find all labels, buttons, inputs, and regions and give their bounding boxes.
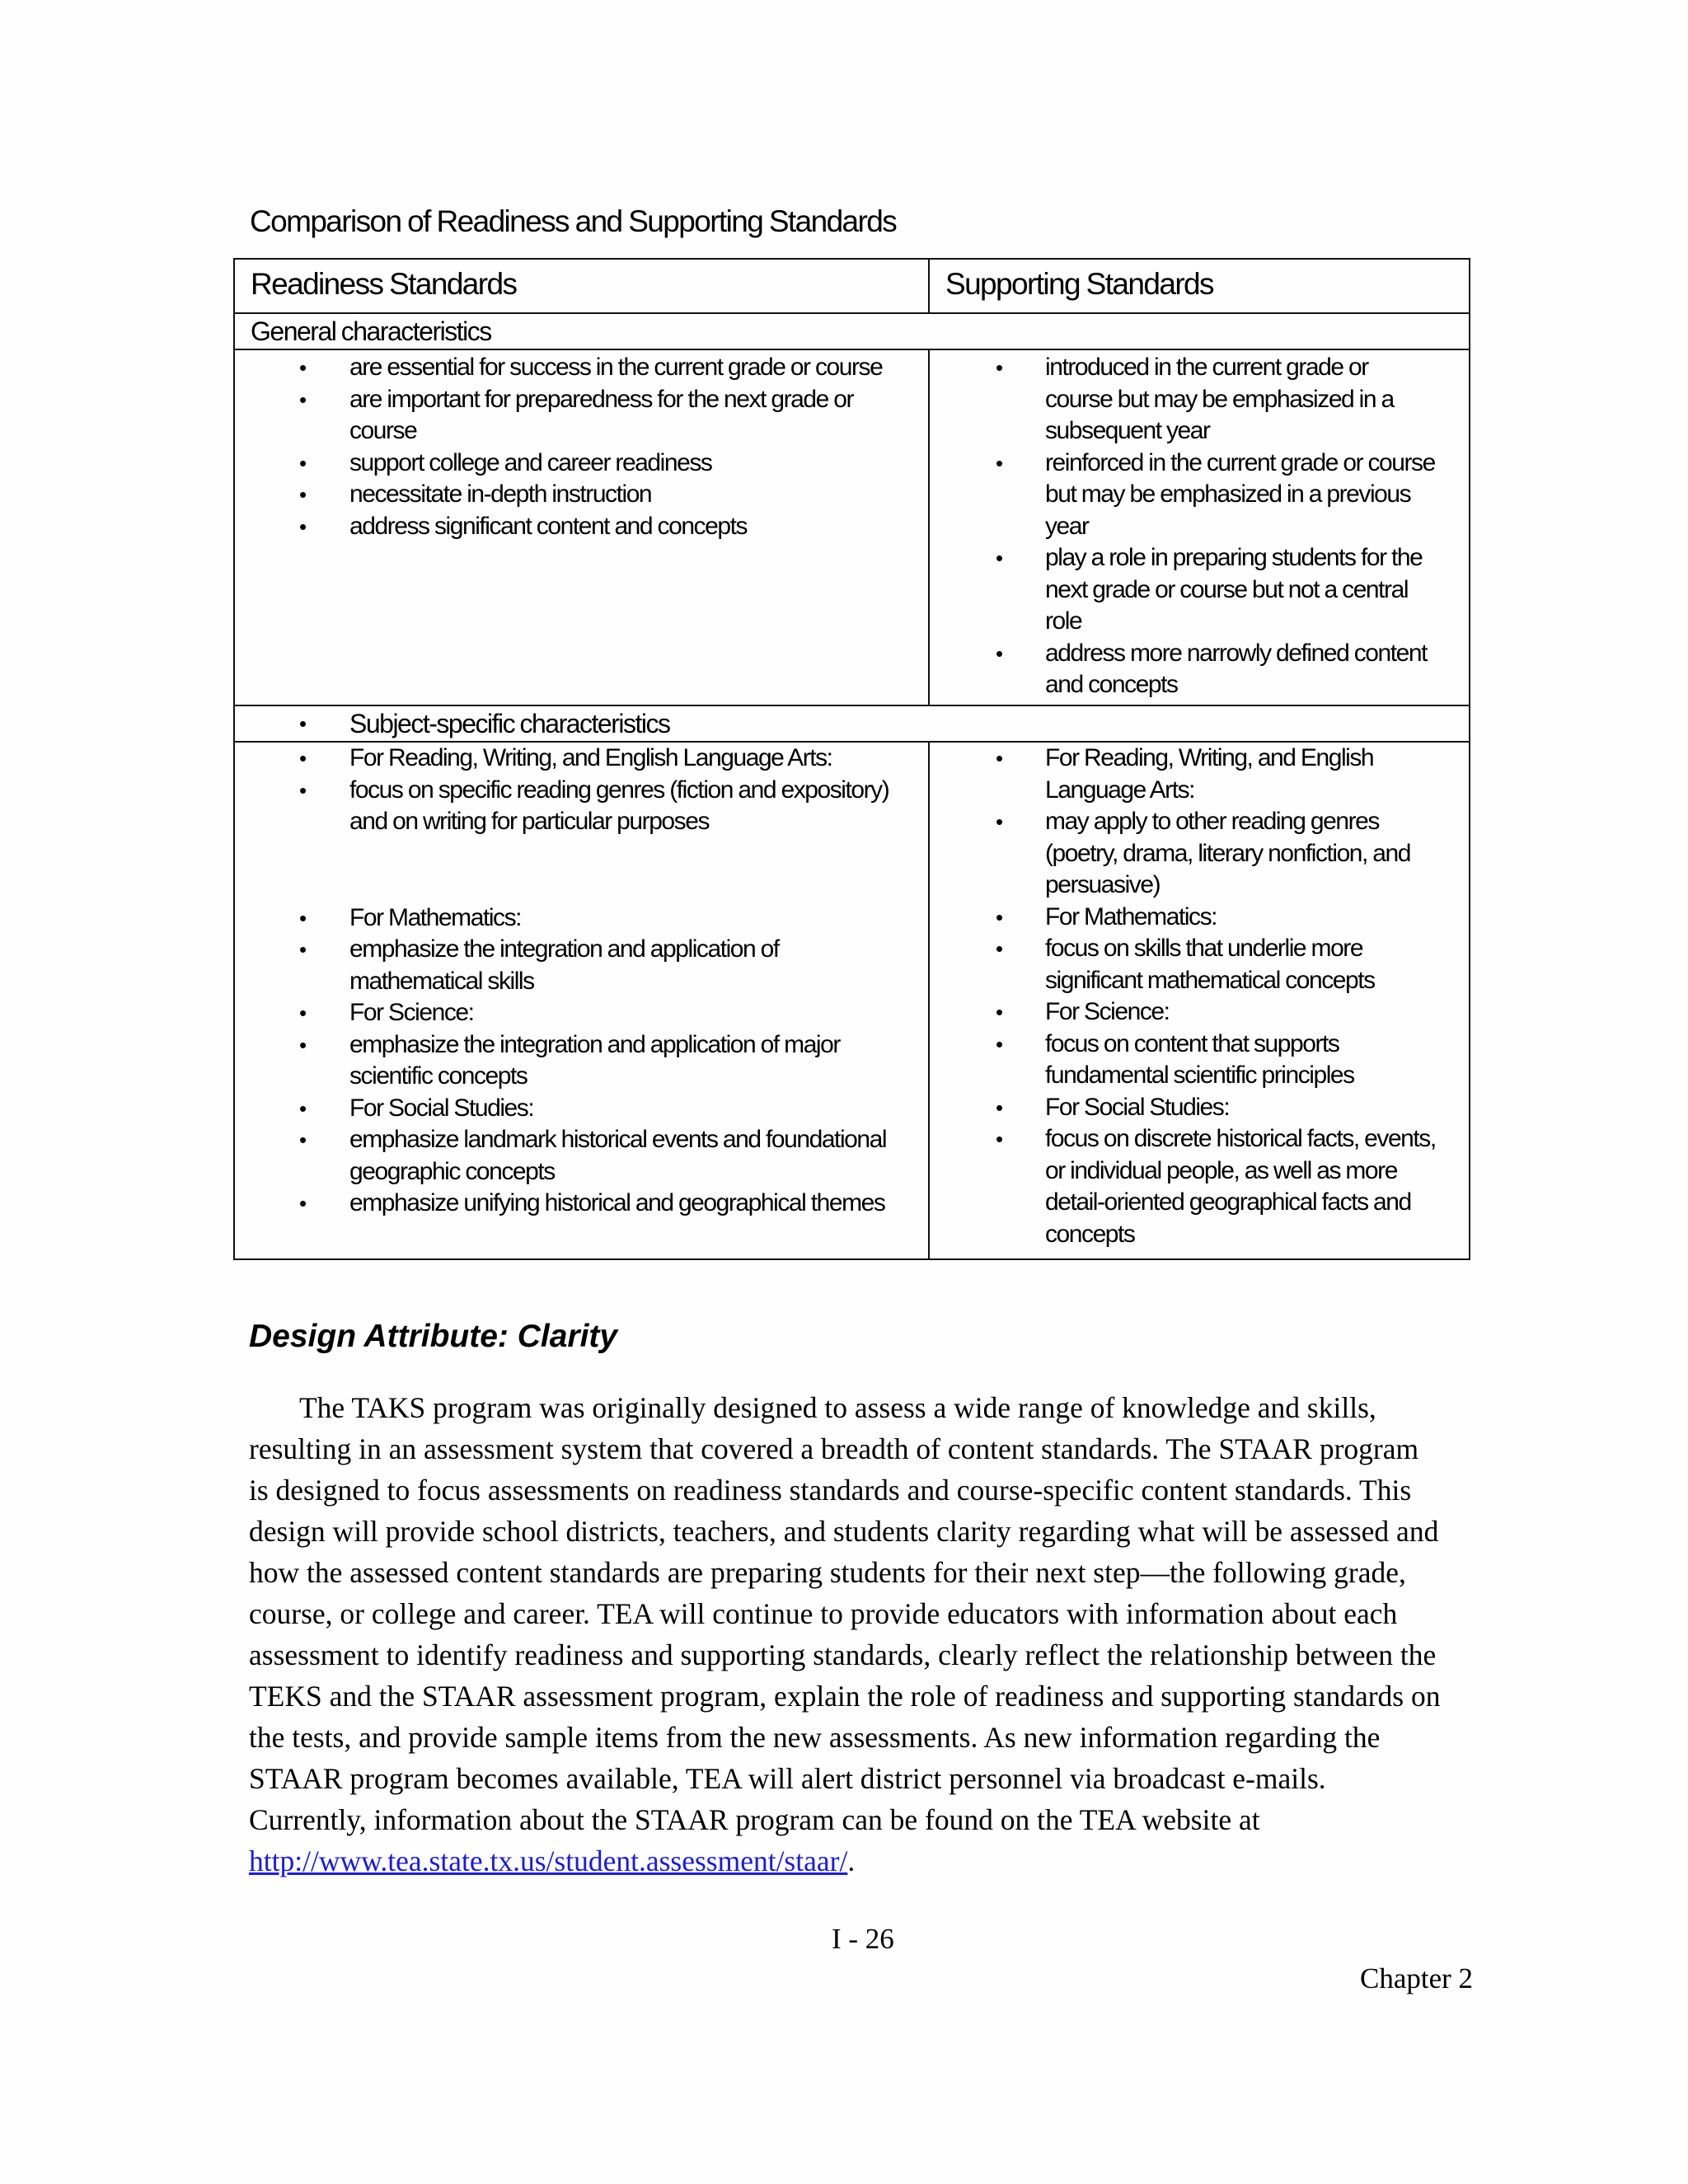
list-item-text: play a role in preparing students for the — [1045, 544, 1423, 571]
table-title: Comparison of Readiness and Supporting Standards — [250, 204, 897, 238]
list-item — [235, 743, 928, 775]
bullet-icon: • — [299, 482, 307, 507]
subject-supporting-list — [930, 743, 1469, 1250]
body-paragraph — [249, 1387, 1493, 1882]
bullet-icon: • — [299, 513, 307, 539]
list-item-text: next grade or course but not a central — [1045, 575, 1409, 603]
list-item-text: mathematical skills — [349, 967, 534, 995]
subject-readiness-cell — [234, 742, 929, 1259]
list-item-text: year — [1045, 512, 1089, 540]
list-item-text: scientific concepts — [349, 1062, 528, 1090]
list-item-text: fundamental scientific principles — [1045, 1062, 1354, 1089]
list-item-text: For Reading, Writing, and English — [1045, 744, 1374, 771]
subject-supporting-cell — [929, 742, 1470, 1259]
chapter-label: Chapter 2 — [1360, 1962, 1474, 1994]
subject-readiness-list — [235, 743, 928, 1220]
list-item-text: focus on discrete historical facts, events, — [1045, 1125, 1436, 1152]
list-item-text: For Social Studies: — [1045, 1093, 1230, 1121]
list-item-text: and on writing for particular purposes — [349, 808, 709, 835]
list-item — [235, 934, 928, 997]
paragraph-line: resulting in an assessment system that covered a breadth of content standards. The STAAR program — [249, 1432, 1419, 1465]
list-item-text: but may be emphasized in a previous — [1045, 480, 1411, 508]
list-item-text: course but may be emphasized in a — [1045, 385, 1394, 413]
bullet-icon: • — [299, 1191, 307, 1216]
paragraph-line: TEKS and the STAAR assessment program, explain the role of readiness and supporting standards on — [249, 1680, 1441, 1713]
header-supporting-standards: Supporting Standards — [945, 267, 1213, 301]
list-item — [235, 1124, 928, 1188]
list-item — [235, 352, 928, 384]
list-item — [235, 448, 928, 480]
paragraph-line-link — [249, 1840, 1493, 1882]
list-item-text: introduced in the current grade or — [1045, 354, 1368, 381]
table-header-row — [234, 259, 1470, 313]
paragraph-line: how the assessed content standards are preparing students for their next step—the following grade, — [249, 1556, 1406, 1589]
list-item — [235, 479, 928, 511]
list-item-text: detail-oriented geographical facts and — [1045, 1188, 1411, 1216]
bullet-icon: • — [299, 937, 307, 962]
comparison-table — [233, 258, 1470, 1260]
list-item-text: concepts — [1045, 1220, 1135, 1248]
list-item — [235, 997, 928, 1029]
list-item-text: necessitate in-depth instruction — [349, 480, 652, 508]
list-item — [235, 902, 928, 935]
header-readiness-standards: Readiness Standards — [251, 267, 517, 301]
general-supporting-list — [930, 350, 1469, 701]
paragraph-line: assessment to identify readiness and supporting standards, clearly reflect the relationship between the — [249, 1638, 1437, 1671]
bullet-icon: • — [299, 711, 307, 736]
bullet-icon: • — [996, 1000, 1004, 1024]
subject-characteristics-row — [234, 742, 1470, 1259]
page-number: I - 26 — [832, 1923, 894, 1955]
list-item-text: emphasize the integration and application of — [349, 935, 779, 963]
list-item-text: For Mathematics: — [1045, 902, 1217, 930]
bullet-icon: • — [996, 809, 1004, 834]
general-supporting-cell — [929, 349, 1470, 705]
list-item-text: emphasize landmark historical events and foundational — [349, 1126, 887, 1153]
general-readiness-list — [235, 350, 928, 542]
general-readiness-cell — [234, 349, 929, 705]
bullet-icon: • — [299, 387, 307, 412]
bullet-icon: • — [299, 450, 307, 476]
section-label-subject-wrap — [235, 706, 1469, 741]
list-item — [235, 775, 928, 838]
bullet-icon: • — [996, 1094, 1004, 1120]
bullet-icon: • — [996, 1031, 1004, 1057]
bullet-icon: • — [299, 1095, 307, 1121]
list-item — [235, 1188, 928, 1220]
list-item-text: emphasize unifying historical and geographical themes — [349, 1189, 885, 1216]
list-item — [930, 996, 1469, 1029]
section-row-general — [234, 313, 1470, 349]
list-item-text: emphasize the integration and application of major — [349, 1030, 840, 1058]
list-item-text: course — [349, 417, 417, 444]
paragraph-line: course, or college and career. TEA will continue to provide educators with information about each — [249, 1597, 1398, 1630]
bullet-icon: • — [299, 746, 307, 771]
list-item — [930, 448, 1469, 543]
list-item-text: For Science: — [349, 999, 474, 1026]
list-item-text: focus on content that supports — [1045, 1029, 1339, 1057]
section-label-general: General characteristics — [251, 316, 491, 346]
bullet-icon: • — [996, 450, 1004, 476]
list-item — [930, 1092, 1469, 1124]
bullet-icon: • — [996, 546, 1004, 570]
list-item-text: reinforced in the current grade or course — [1045, 448, 1435, 476]
bullet-icon: • — [996, 1127, 1004, 1151]
list-item-text: and concepts — [1045, 671, 1178, 698]
list-item — [235, 384, 928, 448]
paragraph-line: design will provide school districts, teachers, and students clarity regarding what will be assessed and — [249, 1515, 1439, 1548]
paragraph-line: STAAR program becomes available, TEA will alert district personnel via broadcast e-mails. — [249, 1762, 1326, 1795]
list-item-text: or individual people, as well as more — [1045, 1156, 1397, 1184]
list-item-text: For Science: — [1045, 998, 1170, 1025]
list-item-text: are important for preparedness for the next grade or — [349, 385, 853, 413]
bullet-icon: • — [299, 1001, 307, 1025]
list-item — [930, 1123, 1469, 1250]
section-row-subject — [234, 705, 1470, 742]
list-item-text: support college and career readiness — [349, 448, 712, 476]
list-item — [930, 933, 1469, 996]
list-item-text: may apply to other reading genres — [1045, 808, 1379, 835]
link-trailing-period: . — [847, 1844, 856, 1877]
list-item-text: focus on specific reading genres (fiction and expository) — [349, 776, 889, 804]
list-item-text: For Mathematics: — [349, 903, 522, 931]
bullet-icon: • — [299, 1032, 307, 1057]
bullet-icon: • — [996, 746, 1004, 771]
list-item-text: (poetry, drama, literary nonfiction, and — [1045, 839, 1411, 867]
section-label-subject: Subject-specific characteristics — [349, 709, 670, 738]
paragraph-line: Currently, information about the STAAR program can be found on the TEA website at — [249, 1803, 1260, 1836]
list-item-text: geographic concepts — [349, 1157, 555, 1185]
list-item — [930, 1029, 1469, 1092]
list-item-text: are essential for success in the current grade or course — [349, 354, 883, 381]
general-characteristics-row — [234, 349, 1470, 705]
bullet-icon: • — [996, 904, 1004, 930]
list-item-text: For Social Studies: — [349, 1094, 534, 1122]
list-item — [235, 511, 928, 543]
list-item-text: address significant content and concepts — [349, 512, 748, 540]
list-item — [930, 352, 1469, 448]
list-item — [930, 638, 1469, 701]
bullet-icon: • — [299, 905, 307, 930]
bullet-icon: • — [299, 1127, 307, 1152]
list-item — [930, 902, 1469, 934]
list-item-text: focus on skills that underlie more — [1045, 935, 1363, 962]
list-item-text: address more narrowly defined content — [1045, 639, 1427, 667]
list-item — [930, 743, 1469, 806]
list-item-text: role — [1045, 607, 1082, 635]
list-item-text: subsequent year — [1045, 417, 1210, 444]
list-item-text: significant mathematical concepts — [1045, 966, 1375, 994]
list-item — [235, 1093, 928, 1125]
section-heading: Design Attribute: Clarity — [249, 1319, 618, 1354]
bullet-icon: • — [996, 355, 1004, 380]
paragraph-line: is designed to focus assessments on readiness standards and course-specific content standards. This — [249, 1474, 1412, 1507]
bullet-icon: • — [996, 640, 1004, 666]
list-item-text: Language Arts: — [1045, 776, 1195, 804]
list-item — [930, 806, 1469, 902]
paragraph-line: the tests, and provide sample items from the new assessments. As new information regarding the — [249, 1721, 1381, 1754]
paragraph-line: The TAKS program was originally designed to assess a wide range of knowledge and skills, — [299, 1391, 1376, 1424]
bullet-icon: • — [299, 355, 307, 380]
list-item-text: For Reading, Writing, and English Language Arts: — [349, 744, 832, 771]
bullet-icon: • — [996, 936, 1004, 961]
list-item — [235, 1029, 928, 1093]
list-item-text: persuasive) — [1045, 871, 1160, 898]
list-item — [930, 542, 1469, 638]
staar-website-link[interactable]: http://www.tea.state.tx.us/student.assessment/staar/ — [249, 1844, 848, 1877]
bullet-icon: • — [299, 777, 307, 803]
